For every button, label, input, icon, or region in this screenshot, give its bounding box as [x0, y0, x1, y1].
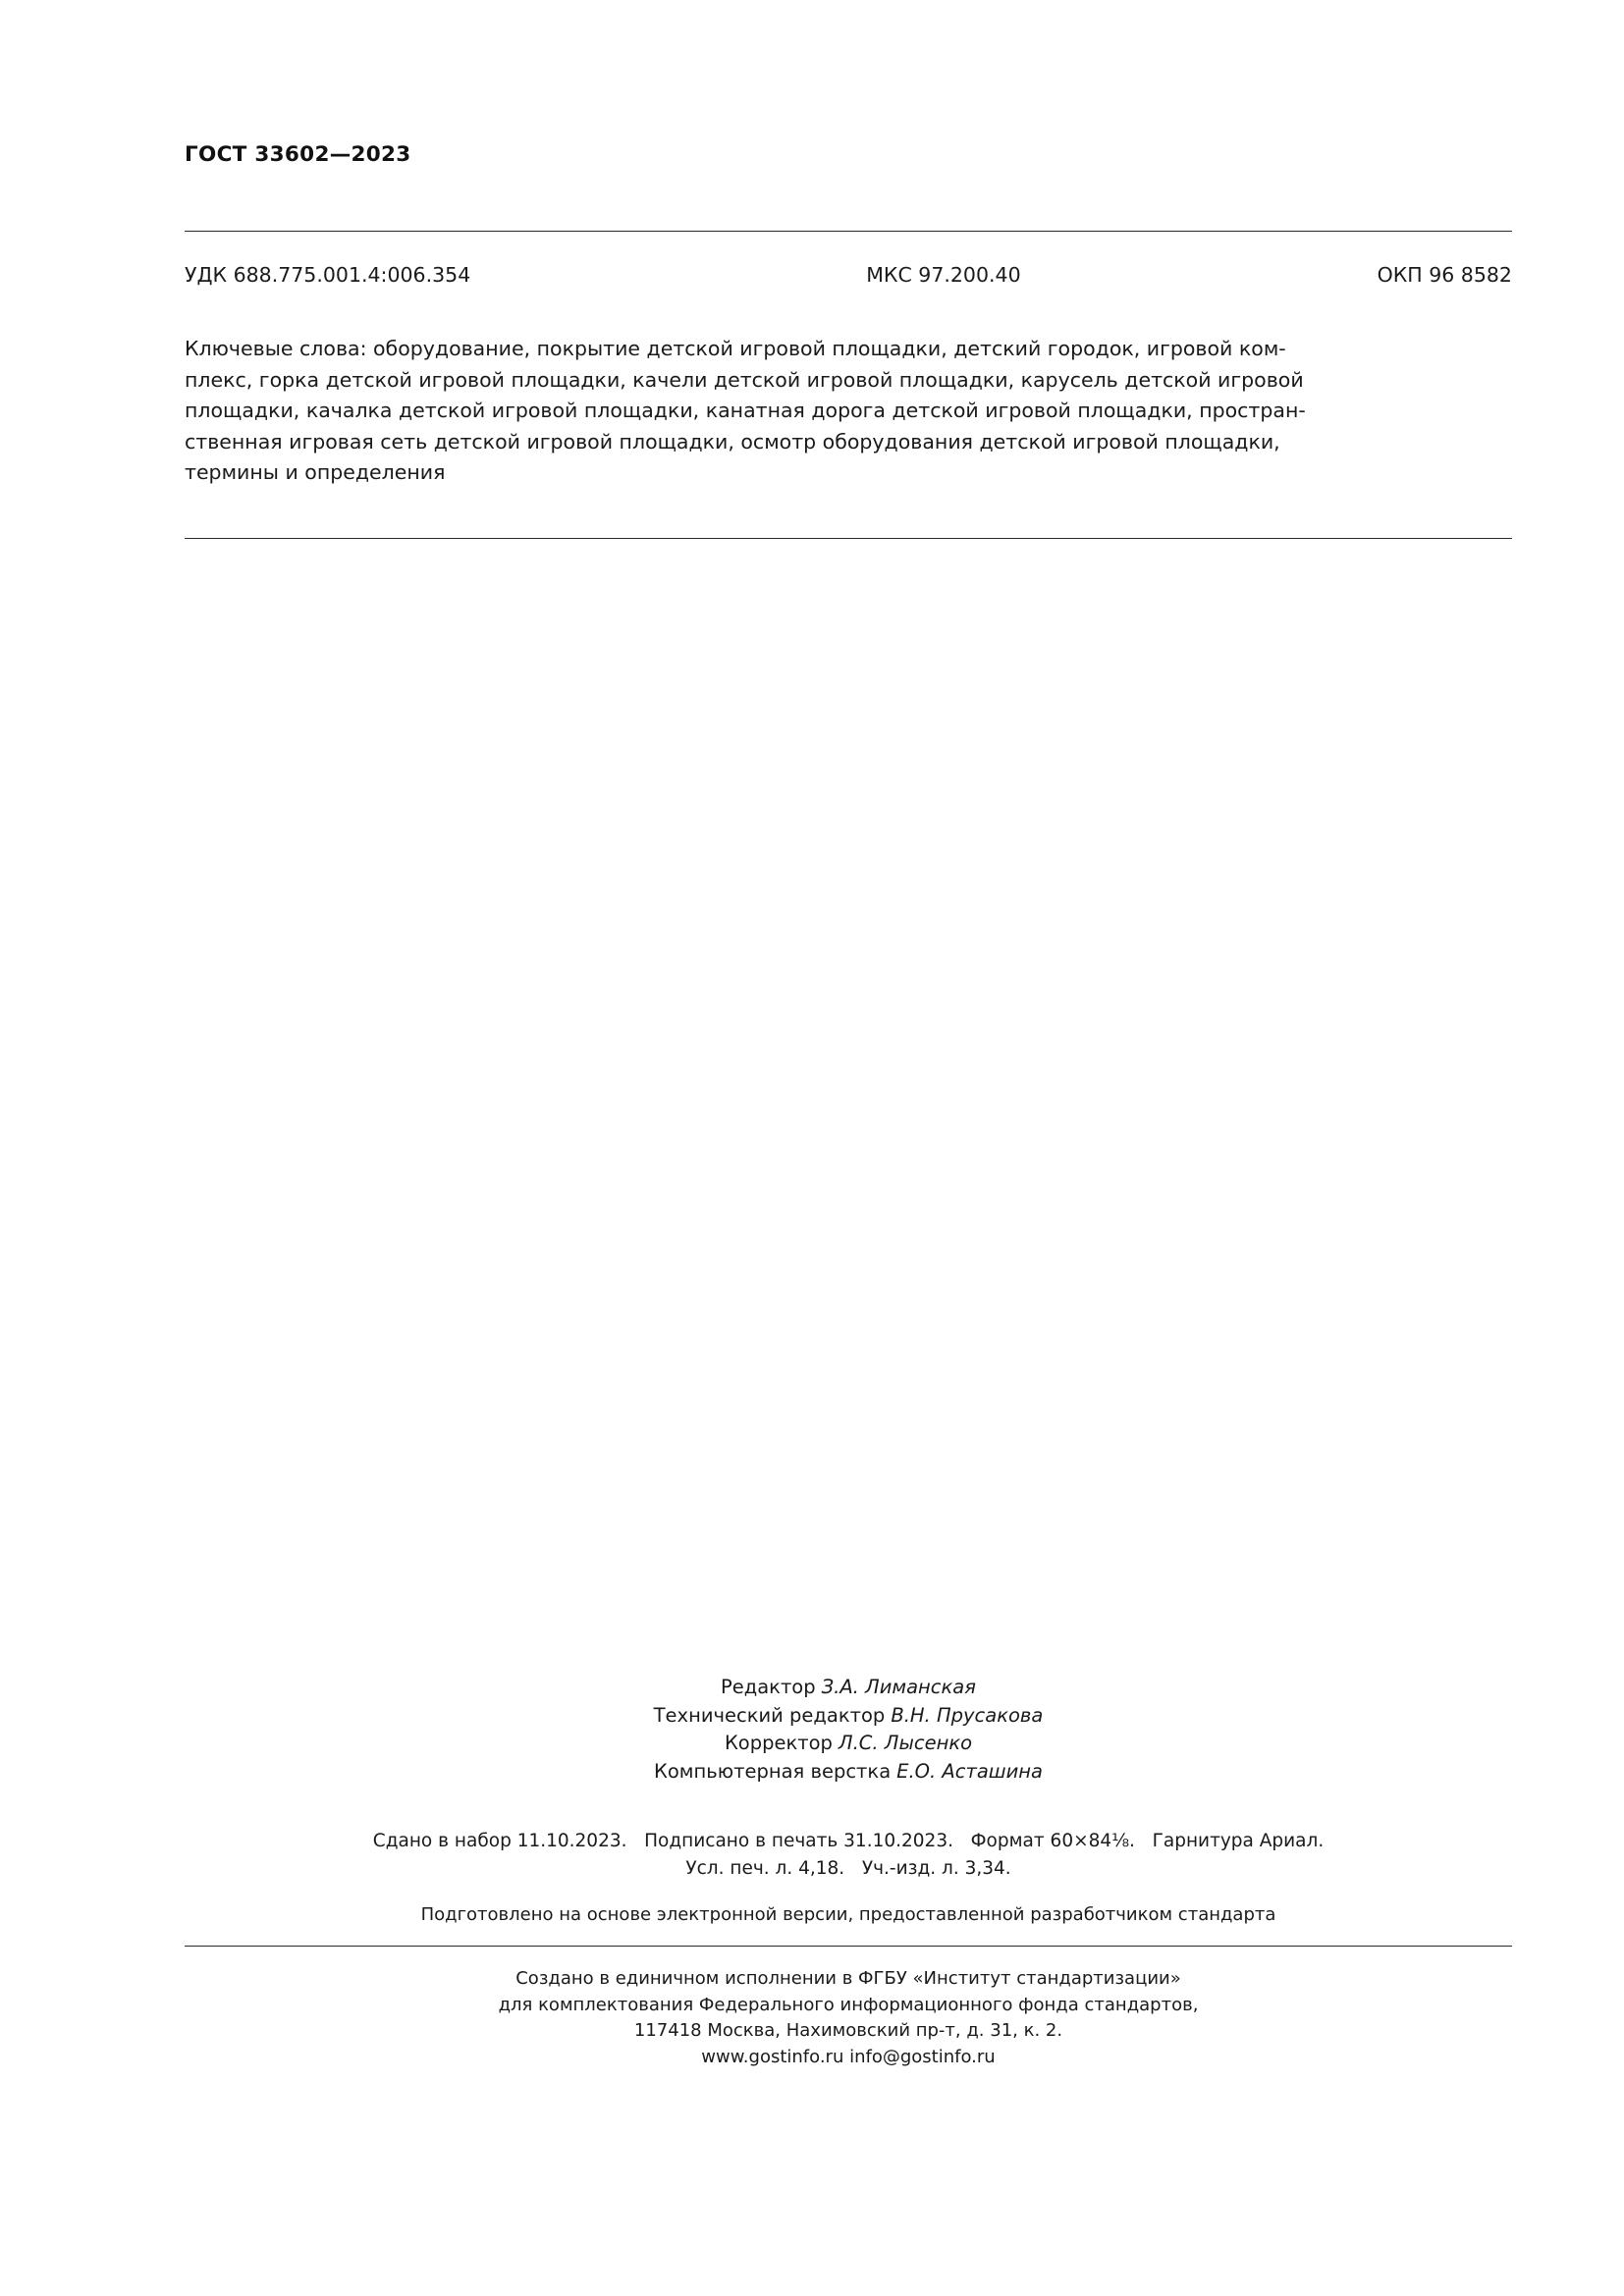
credit-row	[185, 1674, 1512, 1702]
mks-code: МКС 97.200.40	[866, 263, 1021, 287]
print-info-line: Сдано в набор 11.10.2023. Подписано в печать 31.10.2023. Формат 60×84⅛. Гарнитура Ариал.	[372, 1831, 1325, 1851]
publisher-imprint	[185, 1966, 1512, 2070]
divider-top	[185, 231, 1512, 232]
keywords-line: ственная игровая сеть детской игровой площадки, осмотр оборудования детской игровой площадки,	[185, 429, 1280, 454]
divider-footer	[185, 1946, 1512, 1947]
classification-codes-row	[185, 263, 1512, 287]
publisher-line: для комплектования Федерального информационного фонда стандартов,	[498, 1994, 1199, 2015]
credit-role: Компьютерная верстка	[653, 1759, 892, 1783]
document-standard-number: ГОСТ 33602—2023	[185, 142, 411, 167]
divider-bottom	[185, 538, 1512, 539]
credit-person: Е.О. Асташина	[896, 1759, 1044, 1783]
credit-row	[185, 1758, 1512, 1787]
credit-row	[185, 1702, 1512, 1731]
print-run-info	[185, 1828, 1512, 1883]
udk-code: УДК 688.775.001.4:006.354	[185, 263, 471, 287]
keywords-line: Ключевые слова: оборудование, покрытие детской игровой площадки, детский городок, игровой ком-	[185, 337, 1286, 360]
publisher-line: 117418 Москва, Нахимовский пр-т, д. 31, к. 2.	[633, 2020, 1063, 2041]
editorial-credits	[185, 1674, 1512, 1786]
keywords-line: плекс, горка детской игровой площадки, качели детской игровой площадки, карусель детской игровой	[185, 367, 1304, 392]
credit-role: Корректор	[724, 1732, 833, 1754]
credit-role: Редактор	[720, 1676, 816, 1698]
credit-row	[185, 1730, 1512, 1758]
okp-code: ОКП 96 8582	[1377, 263, 1512, 287]
keywords-line: термины и определения	[185, 460, 446, 484]
publisher-contact-line: www.gostinfo.ru info@gostinfo.ru	[701, 2046, 996, 2067]
credit-person: З.А. Лиманская	[821, 1676, 976, 1698]
credit-person: В.Н. Прусакова	[891, 1703, 1044, 1727]
prepared-note: Подготовлено на основе электронной версии, предоставленной разработчиком стандарта	[420, 1904, 1276, 1925]
print-info-line: Усл. печ. л. 4,18. Уч.-изд. л. 3,34.	[685, 1858, 1011, 1879]
credit-person: Л.С. Лысенко	[838, 1732, 973, 1754]
keywords-paragraph	[185, 334, 1512, 489]
publisher-line: Создано в единичном исполнении в ФГБУ «Институт стандартизации»	[515, 1968, 1181, 1989]
keywords-line: площадки, качалка детской игровой площадки, канатная дорога детской игровой площадки, простран-	[185, 399, 1306, 422]
credit-role: Технический редактор	[653, 1703, 886, 1727]
